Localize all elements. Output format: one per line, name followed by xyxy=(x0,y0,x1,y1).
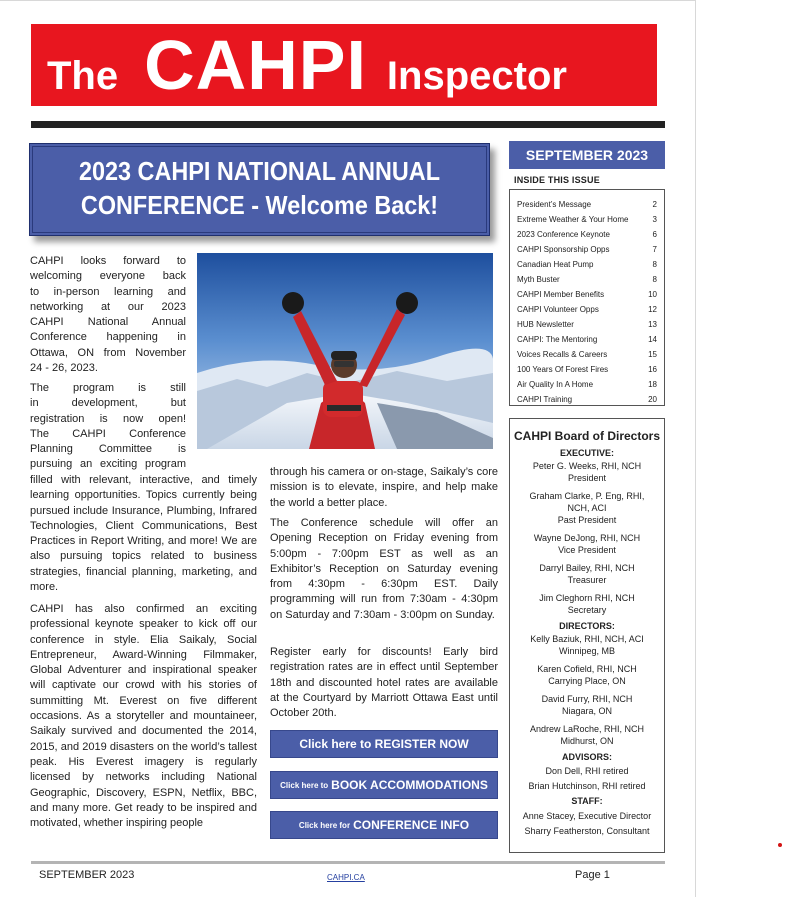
book-accommodations-button[interactable] xyxy=(270,771,498,799)
toc-item-page: 20 xyxy=(648,395,657,404)
toc-item[interactable] xyxy=(517,290,657,299)
toc-item[interactable] xyxy=(517,230,657,239)
book-accommodations-label: BOOK ACCOMMODATIONS xyxy=(331,778,488,792)
director-member-line: Niagara, ON xyxy=(561,706,613,716)
executive-member-line: Secretary xyxy=(567,605,607,615)
article-line: welcoming everyone back xyxy=(30,270,186,283)
toc-item-page: 16 xyxy=(648,365,657,374)
mountaineer-summit-photo xyxy=(197,253,493,449)
register-now-button[interactable] xyxy=(270,730,498,758)
headline-line-2: CONFERENCE - Welcome Back! xyxy=(80,190,439,220)
toc-item[interactable] xyxy=(517,215,657,224)
toc-item-title: 100 Years Of Forest Fires xyxy=(517,365,609,374)
toc-item[interactable] xyxy=(517,395,657,404)
toc-item-page: 2 xyxy=(652,200,657,209)
article-line: The CAHPI Conference xyxy=(30,427,186,440)
toc-item[interactable] xyxy=(517,245,657,254)
article-paragraph-4: The Conference schedule will offer an Opening Reception on Friday evening from 5:00pm - 7:00pm EST as well as an Exhibitor’s Reception on Saturday evening from 4:30pm - 6:30pm EST. Daily programming will run from 7:30am - 4:30pm on Saturday and 7:30am - 3:00pm on Sunday. xyxy=(270,517,498,621)
page-right-border xyxy=(695,0,696,897)
director-member-line: David Furry, RHI, NCH xyxy=(541,694,633,704)
toc-item[interactable] xyxy=(517,350,657,359)
executive-member-line: Graham Clarke, P. Eng, RHI, xyxy=(529,491,645,501)
book-accommodations-prefix: Click here to xyxy=(280,780,329,790)
masthead-inspector: Inspector xyxy=(386,54,567,98)
toc-item[interactable] xyxy=(517,335,657,344)
board-title: CAHPI Board of Directors xyxy=(513,429,661,443)
headline-box xyxy=(29,143,490,236)
toc-item-title: Voices Recalls & Careers xyxy=(517,350,608,359)
footer-page-number: Page 1 xyxy=(575,869,610,881)
masthead-the: The xyxy=(47,54,119,98)
director-member-line: Midhurst, ON xyxy=(560,736,614,746)
toc-item-title: CAHPI Member Benefits xyxy=(517,290,605,299)
executive-member-line: Treasurer xyxy=(567,575,607,585)
masthead-cahpi: CAHPI xyxy=(144,26,367,104)
staff-heading: STAFF: xyxy=(571,796,603,806)
toc-item[interactable] xyxy=(517,275,657,284)
board-of-directors xyxy=(509,418,665,853)
toc-item-title: CAHPI: The Mentoring xyxy=(517,335,598,344)
toc-item[interactable] xyxy=(517,365,657,374)
advisor-member-line: Don Dell, RHI retired xyxy=(545,766,629,776)
executive-member-line: Vice President xyxy=(558,545,616,555)
toc-item-title: CAHPI Training xyxy=(517,395,573,404)
masthead-divider xyxy=(31,121,665,128)
toc-item-page: 6 xyxy=(652,230,657,239)
article-line: Planning Committee is xyxy=(30,443,186,456)
article-paragraph-2 xyxy=(30,381,186,473)
toc-item[interactable] xyxy=(517,260,657,269)
masthead-banner xyxy=(31,24,657,106)
toc-item-page: 8 xyxy=(652,275,657,284)
toc-item-title: Myth Buster xyxy=(517,275,560,284)
toc-item[interactable] xyxy=(517,305,657,314)
toc-item-title: HUB Newsletter xyxy=(517,320,574,329)
director-member-line: Karen Cofield, RHI, NCH xyxy=(537,664,637,674)
director-member-line: Winnipeg, MB xyxy=(558,646,616,656)
article-line: to in-person learning and xyxy=(30,285,186,298)
toc-item-page: 3 xyxy=(652,215,657,224)
article-line: Conference happening in xyxy=(30,331,186,344)
footer-month: SEPTEMBER 2023 xyxy=(39,869,135,881)
article-paragraph-3-continued: through his camera or on-stage, Saikaly’s core mission is to elevate, inspire, and help make the world a better place. xyxy=(270,466,498,509)
article-line: in development, but xyxy=(30,397,186,410)
executive-member-line: Past President xyxy=(557,515,617,525)
toc-item-page: 14 xyxy=(648,335,657,344)
inside-this-issue-label: INSIDE THIS ISSUE xyxy=(514,175,600,185)
advisor-member-line: Brian Hutchinson, RHI retired xyxy=(528,781,646,791)
toc-item-page: 15 xyxy=(648,350,657,359)
executive-member-line: Peter G. Weeks, RHI, NCH xyxy=(532,461,642,471)
headline-line-1: 2023 CAHPI NATIONAL ANNUAL xyxy=(78,156,441,186)
executive-member-line: Wayne DeJong, RHI, NCH xyxy=(533,533,641,543)
headline xyxy=(53,154,466,222)
conference-info-label: CONFERENCE INFO xyxy=(353,818,470,832)
article-line: networking at our 2023 xyxy=(30,300,186,313)
toc-item-page: 18 xyxy=(648,380,657,389)
article-paragraph-3: CAHPI has also confirmed an exciting professional keynote speaker to kick off our conference in style. Elia Saikaly, Social Entrepreneur, Award-Winning Filmmaker, Global Adventurer and inspirational speaker will captivate our crowd with his stories of summitting Mt. Everest on five different occasions. As a storyteller and mountaineer, Saikaly survived and documented the 2014, 2015, and 2019 disasters on the world’s tallest peak. His Everest imagery is regularly licensed by networks including National Geographic, Discovery, ESPN, Netflix, BBC, and many more. Get ready to be inspired and motivated, whether inspiring people xyxy=(30,603,257,830)
issue-month-banner: SEPTEMBER 2023 xyxy=(509,141,665,169)
toc-item[interactable] xyxy=(517,380,657,389)
toc-item-title: CAHPI Sponsorship Opps xyxy=(517,245,610,254)
footer-site-link[interactable]: CAHPI.CA xyxy=(327,873,365,882)
executive-member-line: Darryl Bailey, RHI, NCH xyxy=(539,563,635,573)
article-paragraph-5: Register early for discounts! Early bird registration rates are in effect until September 18th and discounted hotel rates are available at the Courtyard by Marriott Ottawa East until October 20th. xyxy=(270,646,498,720)
toc-item-page: 13 xyxy=(648,320,657,329)
article-line: CAHPI looks forward to xyxy=(30,255,186,267)
article-paragraph-2-continued: filled with relevant, interactive, and timely learning opportunities. Topics currently being pursued include Insurance, Plumbing, Infrared Technologies, Client Communications, Best Practices in Report Writing, and more! We are also pursuing topics related to business strategies, financial planning, marketing, and more. xyxy=(30,474,257,594)
table-of-contents xyxy=(509,189,665,406)
stray-red-dot xyxy=(778,843,782,847)
toc-item-title: Canadian Heat Pump xyxy=(517,260,594,269)
toc-item-page: 7 xyxy=(652,245,657,254)
page-top-border xyxy=(0,0,696,1)
directors-heading: DIRECTORS: xyxy=(559,621,615,631)
executive-member-line: NCH, ACI xyxy=(567,503,607,513)
director-member-line: Carrying Place, ON xyxy=(548,676,626,686)
toc-item-page: 10 xyxy=(648,290,657,299)
article-line: registration is now open! xyxy=(30,412,186,425)
toc-item[interactable] xyxy=(517,320,657,329)
masthead-title xyxy=(31,24,657,106)
staff-member-line: Sharry Featherston, Consultant xyxy=(524,826,650,836)
article-paragraph-1 xyxy=(30,254,186,376)
toc-item-title: President’s Message xyxy=(517,200,592,209)
toc-item-page: 8 xyxy=(652,260,657,269)
advisors-heading: ADVISORS: xyxy=(561,752,612,762)
article-line: 24 - 26, 2023. xyxy=(30,362,98,375)
staff-member-line: Anne Stacey, Executive Director xyxy=(522,811,652,821)
article-line: CAHPI National Annual xyxy=(30,316,186,329)
conference-info-prefix: Click here for xyxy=(298,820,351,830)
article-line: pursuing an exciting program xyxy=(30,458,186,471)
director-member-line: Kelly Baziuk, RHI, NCH, ACI xyxy=(530,634,644,644)
article-line: The program is still xyxy=(30,382,186,394)
toc-item-page: 12 xyxy=(648,305,657,314)
director-member-line: Andrew LaRoche, RHI, NCH xyxy=(529,724,645,734)
article-line: Ottawa, ON from November xyxy=(30,346,186,359)
executive-member-line: Jim Cleghorn RHI, NCH xyxy=(539,593,635,603)
executive-member-line: President xyxy=(567,473,607,483)
register-now-label: Click here to REGISTER NOW xyxy=(299,737,469,751)
toc-item-title: Air Quality In A Home xyxy=(517,380,594,389)
executive-heading: EXECUTIVE: xyxy=(559,448,614,458)
conference-info-button[interactable] xyxy=(270,811,498,839)
summit-photo-image xyxy=(197,253,493,449)
toc-item-title: 2023 Conference Keynote xyxy=(517,230,610,239)
footer-divider xyxy=(31,861,665,864)
toc-item[interactable] xyxy=(517,200,657,209)
toc-item-title: Extreme Weather & Your Home xyxy=(517,215,629,224)
toc-item-title: CAHPI Volunteer Opps xyxy=(517,305,599,314)
